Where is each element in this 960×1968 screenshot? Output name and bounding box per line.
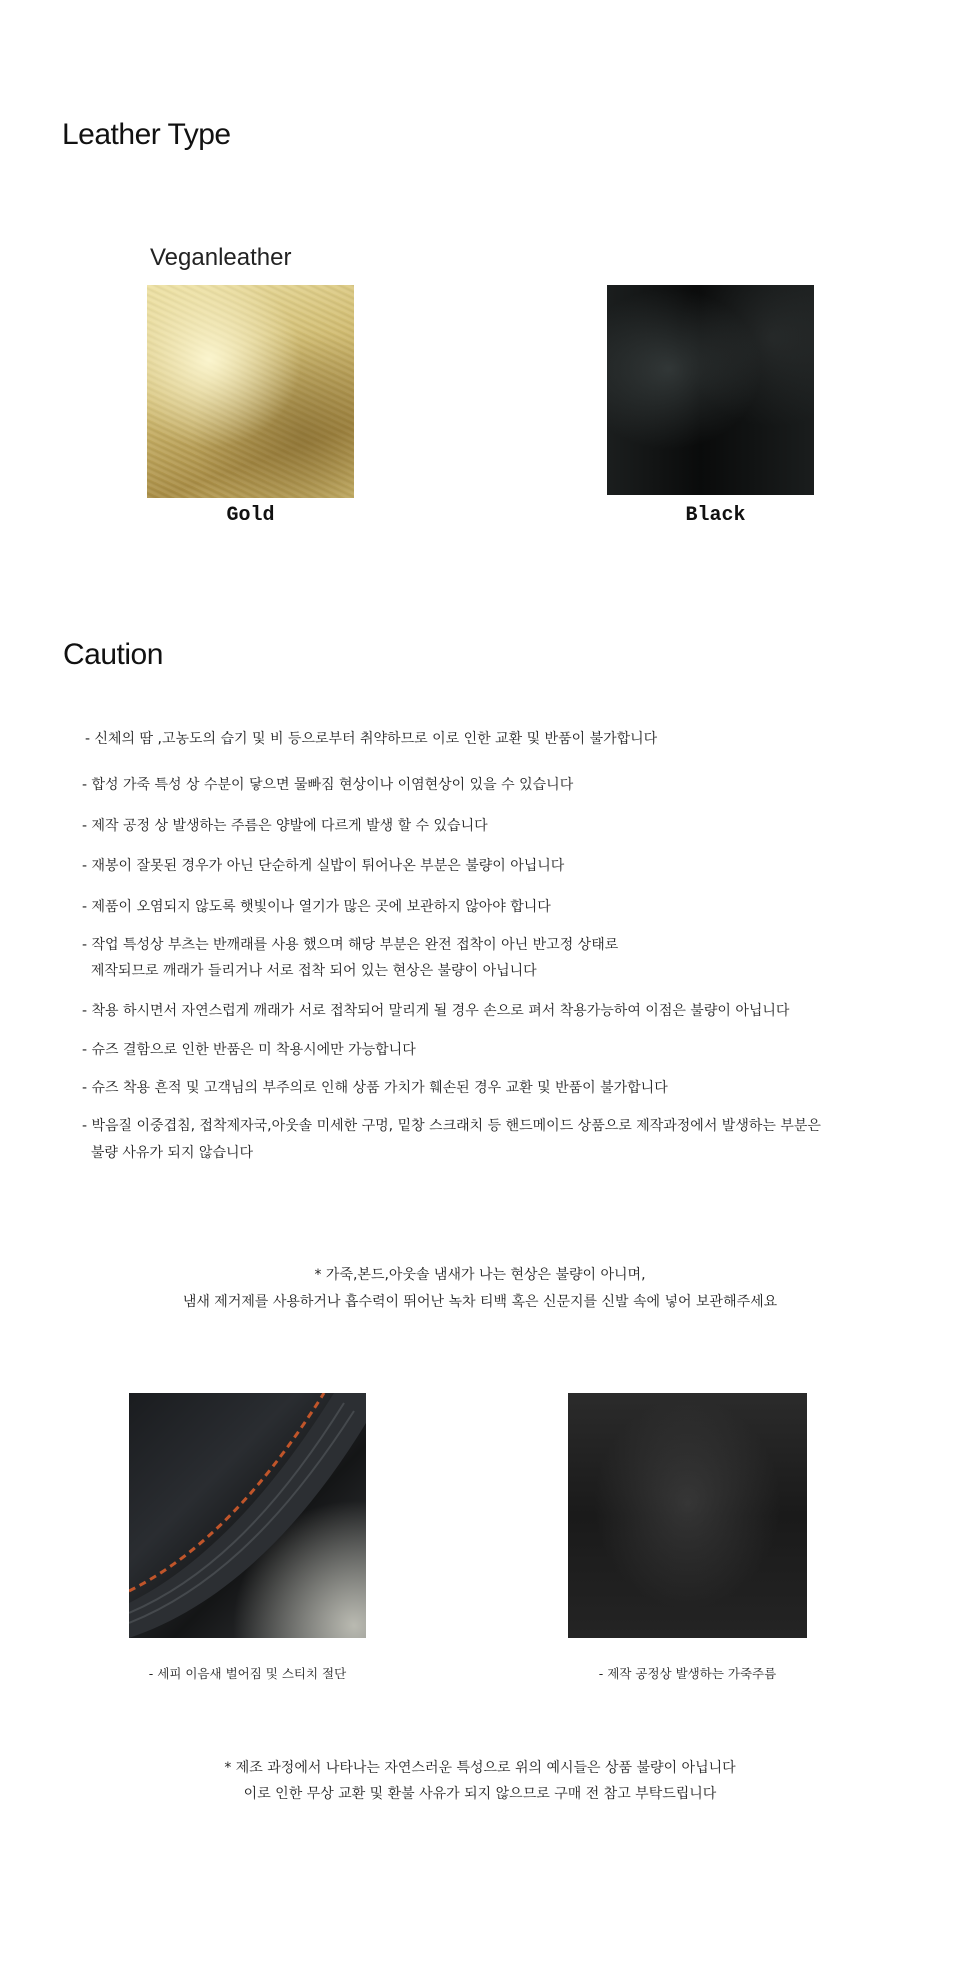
smell-note-line-1: * 가죽,본드,아웃솔 냄새가 나는 현상은 불량이 아니며, <box>314 1267 646 1283</box>
smell-note-line-2: 냄새 제거제를 사용하거나 흡수력이 뛰어난 녹차 티백 혹은 신문지를 신발 속에 넣어 보관해주세요 <box>182 1294 778 1310</box>
caution-item: - 작업 특성상 부츠는 반깨래를 사용 했으며 해당 부분은 완전 접착이 아닌 반고정 상태로 <box>82 937 619 953</box>
material-label: Veganleather <box>150 244 292 271</box>
gold-swatch <box>147 285 354 498</box>
caution-item: - 박음질 이중겹침, 접착제자국,아웃솔 미세한 구멍, 밑창 스크래치 등 핸드메이드 상품으로 제작과정에서 발생하는 부분은 <box>82 1118 821 1134</box>
caution-item: - 제품이 오염되지 않도록 햇빛이나 열기가 많은 곳에 보관하지 않아야 합니다 <box>82 899 551 915</box>
leather-wrinkle-caption: - 제작 공정상 발생하는 가죽주름 <box>598 1666 777 1681</box>
leather-type-heading: Leather Type <box>62 118 231 151</box>
caution-item: - 합성 가죽 특성 상 수분이 닿으면 물빠짐 현상이나 이염현상이 있을 수 있습니다 <box>82 777 574 793</box>
caution-heading: Caution <box>63 638 163 671</box>
stitch-defect-caption: - 세피 이음새 벌어짐 및 스티치 절단 <box>148 1666 347 1681</box>
footer-note-line-2: 이로 인한 무상 교환 및 환불 사유가 되지 않으므로 구매 전 참고 부탁드립니다 <box>243 1786 717 1802</box>
leather-wrinkle-photo <box>568 1393 807 1638</box>
caution-item: - 재봉이 잘못된 경우가 아닌 단순하게 실밥이 튀어나온 부분은 불량이 아닙니다 <box>82 858 565 874</box>
caution-item-continued: 불량 사유가 되지 않습니다 <box>82 1145 254 1161</box>
black-swatch <box>607 285 814 495</box>
caution-item: - 제작 공정 상 발생하는 주름은 양발에 다르게 발생 할 수 있습니다 <box>82 818 488 834</box>
stitch-defect-photo <box>129 1393 366 1638</box>
caution-item: - 착용 하시면서 자연스럽게 깨래가 서로 접착되어 말리게 될 경우 손으로 펴서 착용가능하여 이점은 불량이 아닙니다 <box>82 1003 790 1019</box>
caution-item-continued: 제작되므로 깨래가 들리거나 서로 접착 되어 있는 현상은 불량이 아닙니다 <box>82 963 537 979</box>
caution-item: - 신체의 땀 ,고농도의 습기 및 비 등으로부터 취약하므로 이로 인한 교환 및 반품이 불가합니다 <box>85 731 658 747</box>
caution-item: - 슈즈 결함으로 인한 반품은 미 착용시에만 가능합니다 <box>82 1042 416 1058</box>
footer-note-line-1: * 제조 과정에서 나타나는 자연스러운 특성으로 위의 예시들은 상품 불량이 아닙니다 <box>224 1760 736 1776</box>
gold-swatch-label: Gold <box>226 504 275 527</box>
caution-item: - 슈즈 착용 흔적 및 고객님의 부주의로 인해 상품 가치가 훼손된 경우 교환 및 반품이 불가합니다 <box>82 1080 668 1096</box>
black-swatch-label: Black <box>685 504 746 527</box>
